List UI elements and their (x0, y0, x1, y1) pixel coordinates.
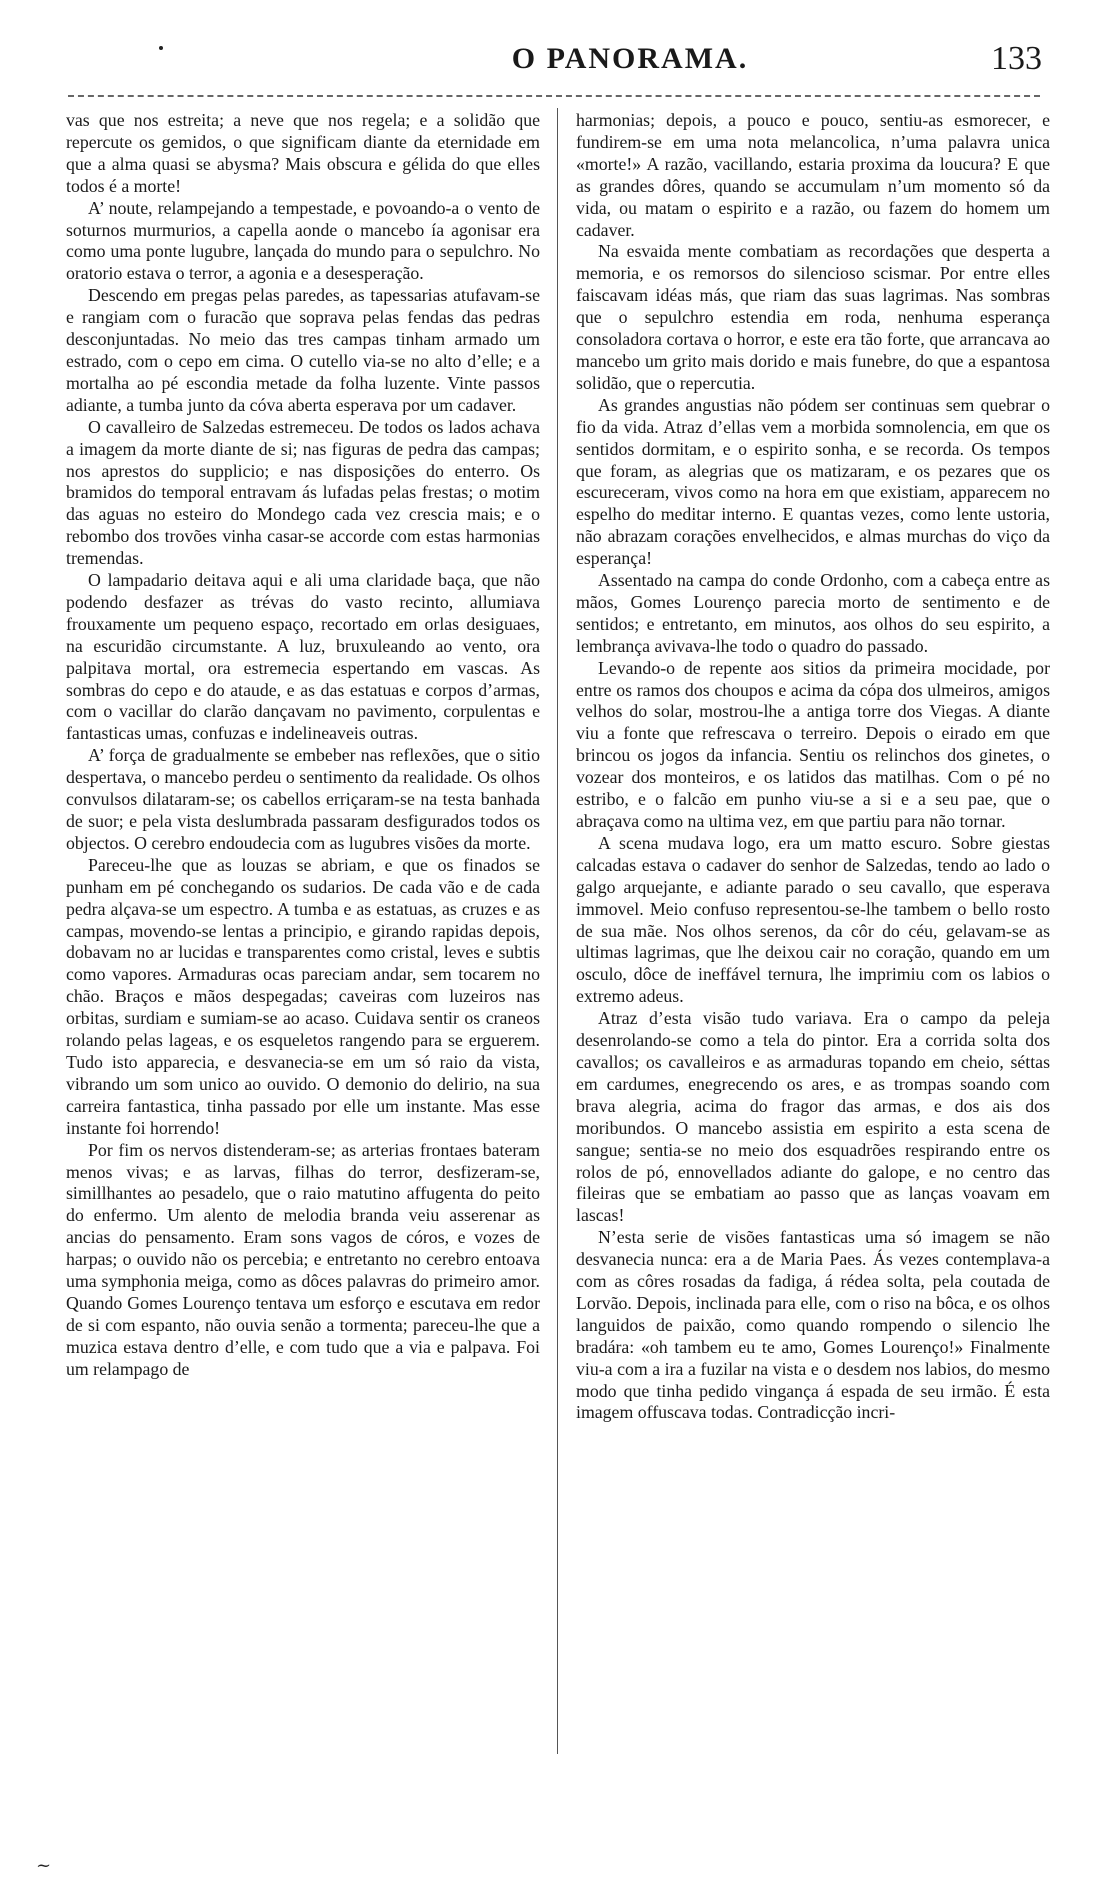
column-divider (557, 108, 558, 1754)
paragraph: A’ força de gradualmente se embeber nas reflexões, que o sitio despertava, o mancebo perdeu o sentimento da realidade. Os olhos convulsos dilataram-se; os cabellos erriçaram-se na testa banhada de suor; e pela vista deslumbrada passaram desfigurados todos os objectos. O cerebro endoudecia com as lugubres visões da morte. (66, 745, 540, 853)
paragraph: O cavalleiro de Salzedas estremeceu. De todos os lados achava a imagem da morte diante de si; nas figuras de pedra das campas; nos aprestos do supplicio; e nas disposições do enterro. Os bramidos do temporal entravam ás lufadas pelas frestas; o motim das aguas no esteiro do Mondego cada vez crescia mais; e o rebombo dos trovões vinha casar-se accorde com estas harmonias tremendas. (66, 416, 540, 569)
paragraph: Pareceu-lhe que as louzas se abriam, e que os finados se punham em pé conchegando os sudarios. De cada vão e de cada pedra alçava-se um espectro. A tumba e as estatuas, as cruzes e as campas, movendo-se lentas a principio, e girando rapidas depois, dobavam no ar lucidas e transparentes como cristal, leves e subtis como vapores. Armaduras ocas pareciam andar, sem tocarem no chão. Braços e mãos despegadas; caveiras com luzeiros nas orbitas, surdiam e sumiam-se ao acaso. Cuidava sentir os craneos rolando pelas lageas, e os esqueletos rangendo para se erguerem. Tudo isto apparecia, e desvanecia-se em um só raio da vista, vibrando um som unico ao ouvido. O demonio do delirio, na sua carreira fantastica, tinha passado por elle um instante. Mas esse instante foi horrendo! (66, 854, 540, 1138)
ink-mark: ~ (36, 1855, 52, 1876)
paragraph: A’ noute, relampejando a tempestade, e povoando-a o vento de soturnos murmurios, a capella aonde o mancebo ía agonisar era como uma ponte lugubre, lançada do mundo para o sepulchro. No oratorio estava o terror, a agonia e a desesperação. (66, 197, 540, 284)
publication-title: O PANORAMA. (511, 42, 749, 75)
page-header (0, 38, 1100, 88)
header-rule (68, 95, 1040, 97)
paragraph: Por fim os nervos distenderam-se; as arterias frontaes bateram menos vivas; e as larvas, filhas do terror, desfizeram-se, simillhantes ao pesadelo, que o raio matutino affugenta do peito do enfermo. Um alento de melodia branda veiu asserenar as ancias do pensamento. Eram sons vagos de córos, e vozes de harpas; o ouvido não os percebia; e entretanto no cerebro entoava uma symphonia meiga, como as dôces palavras do primeiro amor. Quando Gomes Lourenço tentava um esforço e escutava em redor de si com espanto, não ouvia senão a tormenta; pareceu-lhe que a muzica estava dentro d’elle, e com tudo que a via e palpava. Foi um relampago de (66, 1139, 540, 1379)
paragraph: Levando-o de repente aos sitios da primeira mocidade, por entre os ramos dos choupos e acima da cópa dos ulmeiros, amigos velhos do solar, mostrou-lhe a antiga torre dos Viegas. A diante viu a fonte que refrescava o terreiro. Depois o eirado em que brincou os jogos da infancia. Sentiu os relinchos dos ginetes, o vozear dos monteiros, e os latidos das matilhas. Com o pé no estribo, e o falcão em punho viu-se a si e a seu pae, que o abraçava como na ultima vez, em que partiu para não tornar. (576, 657, 1050, 831)
paragraph: N’esta serie de visões fantasticas uma só imagem se não desvanecia nunca: era a de Maria Paes. Ás vezes contemplava-a com as côres rosadas da fadiga, á rédea solta, pela coutada de Lorvão. Depois, inclinada para elle, com o riso na bôca, e os olhos languidos de paixão, como quando rompendo o silencio lhe bradára: «oh tambem eu te amo, Gomes Lourenço!» Finalmente viu-a com a ira a fuzilar na vista e o desdem nos labios, do mesmo modo que tinha pedido vingança á espada de seu irmão. É esta imagem offuscava todas. Contradicção incri- (576, 1227, 1050, 1423)
right-column (576, 110, 1050, 1424)
paragraph: Assentado na campa do conde Ordonho, com a cabeça entre as mãos, Gomes Lourenço parecia morto de sentimento e de sentidos; e entretanto, em minutos, aos olhos do seu espirito, a lembrança avivava-lhe todo o quadro do passado. (576, 570, 1050, 656)
paragraph: Descendo em pregas pelas paredes, as tapessarias atufavam-se e rangiam com o furacão que soprava pelas fendas das pedras desconjuntadas. No meio das tres campas tinham armado um estrado, com o cepo em cima. O cutello via-se no alto d’elle; e a mortalha ao pé escondia metade da folha luzente. Vinte passos adiante, a tumba junto da cóva aberta esperava por um cadaver. (66, 285, 540, 415)
paragraph: harmonias; depois, a pouco e pouco, sentiu-as esmorecer, e fundirem-se em uma nota melancolica, n’uma palavra unica «morte!» A razão, vacillando, estaria proxima da loucura? E que as grandes dôres, quando se accumulam n’um momento só da vida, ou matam o espirito e a razão, ou fazem do homem um cadaver. (576, 110, 1050, 240)
page-number: 133 (991, 40, 1042, 77)
paragraph: A scena mudava logo, era um matto escuro. Sobre giestas calcadas estava o cadaver do senhor de Salzedas, tendo ao lado o galgo arquejante, e adiante parado o seu cavallo, que esperava immovel. Meio confuso representou-se-lhe tambem o bello rosto de sua mãe. Nos olhos serenos, da côr do céu, gelavam-se as ultimas lagrimas, que lhe deixou cair no coração, quando em um osculo, dôce de ineffável ternura, lhe imprimiu com os labios o extremo adeus. (576, 832, 1050, 1007)
paragraph: vas que nos estreita; a neve que nos regela; e a solidão que repercute os gemidos, o que significam diante da eternidade em que a alma quasi se abysma? Mais obscura e gélida do que elles todos é a morte! (66, 110, 540, 196)
paragraph: Na esvaida mente combatiam as recordações que desperta a memoria, e os remorsos do silencioso scismar. Por entre elles faiscavam idéas más, que riam das suas lagrimas. Nas sombras que o sepulchro estendia em roda, nenhuma esperança consoladora cortava o horror, e este era tão forte, que arrancava ao mancebo um grito mais dorido e mais funebre, do que a espantosa solidão, que o repercutia. (576, 241, 1050, 393)
left-column (66, 110, 540, 1381)
paragraph: O lampadario deitava aqui e ali uma claridade baça, que não podendo desfazer as trévas do vasto recinto, allumiava frouxamente um pequeno espaço, recortado em orlas desiguaes, na escuridão circumstante. A luz, bruxuleando ao vento, ora palpitava mortal, ora estremecia espertando em vascas. As sombras do cepo e do ataude, e as das estatuas e corpos d’armas, com o vacillar do clarão dançavam no pavimento, corpulentas e fantasticas umas, confuzas e indelineaveis outras. (66, 570, 540, 744)
paragraph: As grandes angustias não pódem ser continuas sem quebrar o fio da vida. Atraz d’ellas vem a morbida somnolencia, em que os sentidos dormitam, e o espirito sonha, e se recorda. Os tempos que foram, as alegrias que os matizaram, e os pezares que os escureceram, vivos como na hora em que existiam, apparecem no espelho do meditar interno. E quantas vezes, como lente ustoria, não abrazam corações envelhecidos, e almas murchas do viço da esperança! (576, 394, 1050, 569)
paragraph: Atraz d’esta visão tudo variava. Era o campo da peleja desenrolando-se como a tela do pintor. Era a corrida solta dos cavallos; os cavalleiros e as armaduras topando em cheio, séttas em cardumes, enegrecendo os ares, e as trompas soando com brava alegria, acima do fragor das armas, e dos ais dos moribundos. O mancebo assistia em espirito a esta scena de sangue; sentia-se no meio dos esquadrões respirando entre os rolos de pó, ennovellados adiante do galope, e no centro das fileiras que se embatiam ao passo que as lanças voavam em lascas! (576, 1008, 1050, 1226)
